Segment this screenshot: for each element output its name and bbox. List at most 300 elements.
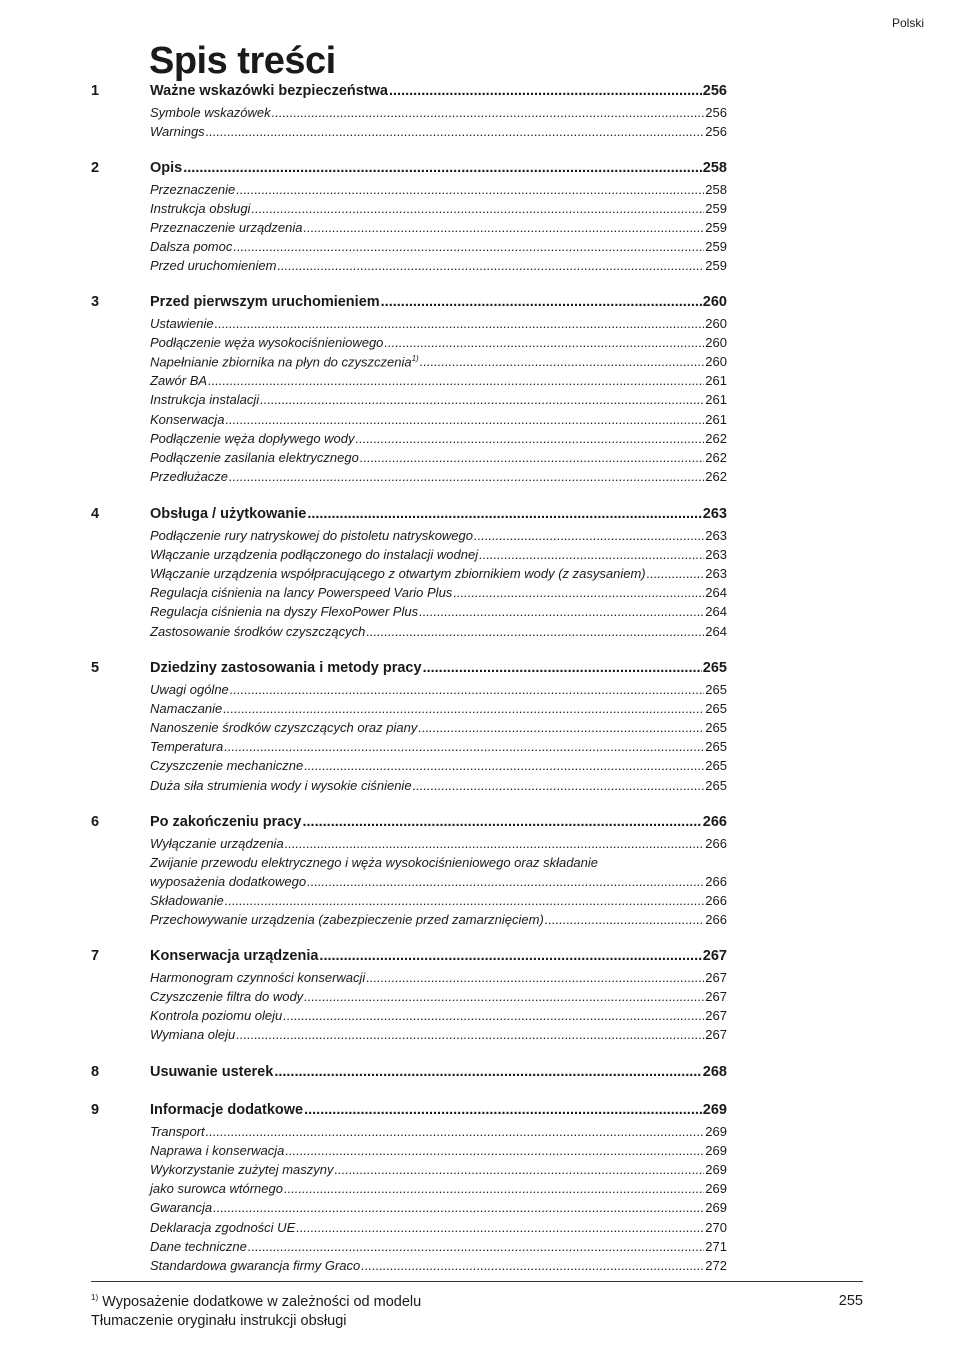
toc-subentry[interactable] [91, 235, 727, 254]
toc-subentry[interactable] [91, 678, 727, 697]
subentry-page: 267 [705, 1027, 727, 1043]
subentry-title [150, 585, 452, 600]
toc-subentry[interactable] [91, 697, 727, 716]
dot-leader [319, 948, 701, 964]
subentry [150, 1162, 727, 1177]
subentry-title [150, 874, 306, 889]
subentry-page: 265 [705, 681, 727, 697]
subentry [150, 682, 727, 697]
dot-leader [420, 354, 705, 369]
dot-leader [304, 1102, 702, 1118]
toc-subentry[interactable] [91, 832, 727, 851]
subentry-text: Warnings [150, 123, 205, 139]
subentry-text: Nanoszenie środków czyszczących oraz piany [150, 719, 418, 735]
section-number: 8 [91, 1064, 100, 1080]
toc-subentry[interactable] [91, 600, 727, 619]
toc-section[interactable] [91, 811, 727, 830]
subentry-text: jako surowca wtórnego [150, 1181, 283, 1197]
dot-leader [225, 412, 704, 427]
dot-leader [360, 450, 704, 465]
subentry-title [150, 335, 383, 350]
subentry-page: 260 [705, 353, 727, 369]
subentry [150, 1124, 727, 1139]
subentry [150, 989, 727, 1004]
dot-leader [272, 105, 705, 120]
subentry [150, 1239, 727, 1254]
dot-leader [283, 1008, 704, 1023]
section-page: 269 [702, 1102, 727, 1118]
subentry-text: Włączanie urządzenia współpracującego z otwartym zbiornikiem wody (z zasysaniem) [150, 565, 646, 581]
dot-leader [304, 758, 704, 773]
subentry-page: 262 [705, 430, 727, 446]
translation-note: Tłumaczenie oryginału instrukcji obsługi [91, 1313, 347, 1329]
subentry [150, 431, 727, 446]
subentry-page: 267 [705, 988, 727, 1004]
subentry-title [150, 469, 228, 484]
subentry-page: 259 [705, 200, 727, 216]
toc-subentry[interactable] [91, 178, 727, 197]
subentry-title [150, 392, 259, 407]
subentry-title [150, 1258, 360, 1273]
section-number: 1 [91, 83, 100, 99]
subentry-title [150, 1008, 282, 1023]
footnote-text: Wyposażenie dodatkowe w zależności od modelu [102, 1293, 422, 1310]
toc-subentry[interactable] [91, 446, 727, 465]
toc-subentry[interactable] [91, 774, 727, 793]
dot-leader [285, 836, 705, 851]
toc-section[interactable] [91, 80, 727, 99]
subentry-text: Deklaracja zgodności UE [150, 1219, 296, 1235]
dot-leader [381, 294, 702, 310]
subentry-page: 269 [705, 1181, 727, 1197]
subentry [150, 547, 727, 562]
toc-subentry[interactable] [91, 465, 727, 484]
section-title: Konserwacja urządzenia [150, 948, 319, 964]
dot-leader [545, 912, 705, 927]
subentry-title [150, 547, 478, 562]
toc-subentry[interactable] [91, 1023, 727, 1042]
section-page: 258 [702, 160, 727, 176]
subentry [150, 392, 727, 407]
subentry-page: 265 [705, 758, 727, 774]
section-page: 265 [702, 660, 727, 676]
subentry [150, 912, 727, 927]
subentry [150, 182, 727, 197]
toc-section[interactable] [91, 1061, 727, 1080]
subentry-title [150, 1027, 235, 1042]
dot-leader [284, 1181, 704, 1196]
subentry-title [150, 258, 276, 273]
subentry-text: Włączanie urządzenia podłączonego do instalacji wodnej [150, 546, 479, 562]
toc-subentry[interactable] [91, 331, 727, 350]
subentry-title [150, 624, 365, 639]
subentry-title [150, 701, 222, 716]
dot-leader [274, 1064, 701, 1080]
subentry-page: 261 [705, 392, 727, 408]
toc-subentry[interactable] [91, 1004, 727, 1023]
footnote-mark: 1) [91, 1293, 99, 1302]
subentry-page: 266 [705, 835, 727, 851]
subentry [150, 739, 727, 754]
subentry-title [150, 1181, 283, 1196]
dot-leader [248, 1239, 704, 1254]
subentry [150, 412, 727, 427]
subentry-text: Konserwacja [150, 411, 225, 427]
section-page: 256 [702, 83, 727, 99]
subentry-title [150, 604, 418, 619]
subentry-title [150, 239, 232, 254]
dot-leader [208, 373, 704, 388]
subentry-title [150, 1239, 247, 1254]
toc-subentry[interactable] [91, 908, 727, 927]
toc-subentry[interactable] [91, 543, 727, 562]
subentry-text: Przed uruchomieniem [150, 258, 277, 274]
dot-leader [183, 160, 702, 176]
section-number: 4 [91, 506, 100, 522]
toc-subentry[interactable] [91, 620, 727, 639]
dot-leader [366, 624, 704, 639]
dot-leader [233, 239, 704, 254]
dot-leader [236, 182, 704, 197]
subentry-text: Harmonogram czynności konserwacji [150, 969, 366, 985]
section-entry [150, 160, 727, 176]
subentry [150, 1258, 727, 1273]
subentry-text: Zastosowanie środków czyszczących [150, 623, 366, 639]
section-number: 2 [91, 160, 100, 176]
subentry-page: 259 [705, 239, 727, 255]
section-page: 268 [702, 1064, 727, 1080]
subentry-text: Duża siła strumienia wody i wysokie ciśnienie [150, 777, 412, 793]
subentry-text: Kontrola poziomu oleju [150, 1007, 283, 1023]
subentry-page: 259 [705, 258, 727, 274]
toc-subentry[interactable] [91, 101, 727, 120]
section-title: Przed pierwszym uruchomieniem [150, 294, 380, 310]
subentry [150, 528, 727, 543]
section-number: 3 [91, 294, 100, 310]
section-entry [150, 660, 727, 676]
subentry-page: 269 [705, 1161, 727, 1177]
toc-subentry[interactable] [91, 350, 727, 369]
subentry [150, 893, 727, 908]
toc-subentry[interactable] [91, 408, 727, 427]
subentry [150, 1008, 727, 1023]
subentry-text: Przeznaczenie [150, 181, 236, 197]
subentry [150, 836, 727, 851]
dot-leader [418, 720, 704, 735]
subentry-page: 261 [705, 411, 727, 427]
subentry [150, 105, 727, 120]
toc-section[interactable] [91, 945, 727, 964]
toc-subentry[interactable] [91, 581, 727, 600]
subentry [150, 316, 727, 331]
subentry [150, 778, 727, 793]
subentry-page: 272 [705, 1257, 727, 1273]
toc-section[interactable] [91, 503, 727, 522]
dot-leader [307, 874, 704, 889]
dot-leader [453, 585, 704, 600]
toc-section[interactable] [91, 657, 727, 676]
toc-subentry[interactable] [91, 735, 727, 754]
dot-leader [296, 1220, 704, 1235]
toc-subentry[interactable] [91, 1139, 727, 1158]
section-entry [150, 948, 727, 964]
subentry [150, 566, 727, 581]
subentry-title: Zwijanie przewodu elektrycznego i węża wysokociśnieniowego oraz składanie [150, 854, 599, 870]
subentry-text: Wykorzystanie zużytej maszyny [150, 1161, 334, 1177]
subentry-text: Napełnianie zbiornika na płyn do czyszczenia [150, 353, 412, 369]
subentry [150, 1143, 727, 1158]
dot-leader [647, 566, 705, 581]
toc-section[interactable] [91, 1099, 727, 1118]
subentry [150, 1181, 727, 1196]
toc-subentry[interactable] [91, 870, 727, 889]
subentry-title [150, 1124, 205, 1139]
subentry [150, 701, 727, 716]
footnote [91, 1293, 421, 1310]
subentry-text: Czyszczenie mechaniczne [150, 758, 304, 774]
subentry [150, 450, 727, 465]
subentry-title [150, 316, 214, 331]
subentry [150, 874, 727, 889]
section-entry [150, 814, 727, 830]
subentry-title [150, 201, 250, 216]
subentry-title [150, 373, 207, 388]
subentry [150, 758, 727, 773]
toc-subentry[interactable] [91, 1196, 727, 1215]
subentry-page: 267 [705, 1007, 727, 1023]
subentry-page: 264 [705, 623, 727, 639]
dot-leader [474, 528, 704, 543]
dot-leader [213, 1200, 704, 1215]
toc-subentry[interactable] [91, 524, 727, 543]
toc-section[interactable] [91, 157, 727, 176]
dot-leader [251, 201, 704, 216]
toc-subentry[interactable] [91, 1120, 727, 1139]
subentry [150, 220, 727, 235]
subentry-text: Regulacja ciśnienia na dyszy FlexoPower Plus [150, 604, 419, 620]
subentry-title [150, 124, 205, 139]
subentry-title [150, 720, 417, 735]
toc-subentry[interactable] [91, 216, 727, 235]
subentry-text: Instrukcja instalacji [150, 392, 260, 408]
dot-leader [356, 431, 705, 446]
subentry-title [150, 1162, 334, 1177]
subentry-page: 262 [705, 449, 727, 465]
subentry-page: 264 [705, 585, 727, 601]
dot-leader [413, 778, 705, 793]
section-page: 260 [702, 294, 727, 310]
toc-subentry[interactable] [91, 985, 727, 1004]
toc-subentry[interactable] [91, 1254, 727, 1273]
dot-leader [384, 335, 704, 350]
subentry-page: 256 [705, 123, 727, 139]
subentry-title [150, 1220, 295, 1235]
subentry-page: 270 [705, 1219, 727, 1235]
subentry-text: Wymiana oleju [150, 1027, 236, 1043]
subentry [150, 258, 727, 273]
section-entry [150, 506, 727, 522]
subentry-text: Przedłużacze [150, 469, 229, 485]
dot-leader [215, 316, 705, 331]
subentry-title [150, 682, 229, 697]
subentry-page: 263 [705, 546, 727, 562]
toc-subentry[interactable] [91, 1158, 727, 1177]
subentry [150, 335, 727, 350]
subentry-text: Dane techniczne [150, 1238, 247, 1254]
language-label: Polski [891, 16, 924, 30]
dot-leader [389, 83, 702, 99]
dot-leader [423, 660, 702, 676]
section-title: Opis [150, 160, 183, 176]
subentry [150, 1027, 727, 1042]
subentry [150, 970, 727, 985]
dot-leader [225, 893, 705, 908]
subentry-page: 266 [705, 912, 727, 928]
section-entry [150, 1064, 727, 1080]
subentry-text: Przeznaczenie urządzenia [150, 219, 303, 235]
toc-subentry[interactable] [91, 966, 727, 985]
dot-leader [419, 604, 704, 619]
toc-subentry[interactable] [91, 1216, 727, 1235]
subentry [150, 720, 727, 735]
section-title: Po zakończeniu pracy [150, 814, 302, 830]
toc-subentry[interactable] [91, 388, 727, 407]
subentry-text: Ustawienie [150, 315, 214, 331]
toc-subentry[interactable] [91, 716, 727, 735]
section-number: 9 [91, 1102, 100, 1118]
toc-subentry[interactable] [91, 197, 727, 216]
toc-subentry[interactable] [91, 254, 727, 273]
subentry-page: 269 [705, 1123, 727, 1139]
subentry [150, 469, 727, 484]
subentry-text: Symbole wskazówek [150, 104, 271, 120]
dot-leader [224, 739, 704, 754]
subentry-page: 265 [705, 719, 727, 735]
subentry-text: Temperatura [150, 739, 224, 755]
dot-leader [307, 506, 701, 522]
toc-subentry[interactable] [91, 369, 727, 388]
subentry-title [150, 739, 223, 754]
subentry-page: 264 [705, 604, 727, 620]
dot-leader [303, 814, 702, 830]
subentry-text: Wyłączanie urządzenia [150, 835, 284, 851]
subentry-title [150, 970, 365, 985]
subentry-title [150, 893, 224, 908]
subentry [150, 201, 727, 216]
subentry-text: Zawór BA [150, 373, 208, 389]
subentry-page: 263 [705, 565, 727, 581]
subentry-page: 267 [705, 969, 727, 985]
subentry-title [150, 566, 646, 581]
subentry-page: 266 [705, 873, 727, 889]
toc-subentry[interactable] [91, 754, 727, 773]
toc-subentry[interactable] [91, 562, 727, 581]
dot-leader [260, 392, 704, 407]
section-number: 7 [91, 948, 100, 964]
toc-subentry[interactable] [91, 427, 727, 446]
subentry-text: wyposażenia dodatkowego [150, 873, 307, 889]
subentry-text: Transport [150, 1123, 205, 1139]
subentry-text: Podłączenie rury natryskowej do pistoletu natryskowego [150, 527, 474, 543]
dot-leader [206, 1124, 705, 1139]
dot-leader [335, 1162, 705, 1177]
dot-leader [223, 701, 704, 716]
section-number: 5 [91, 660, 100, 676]
subentry-page: 269 [705, 1200, 727, 1216]
subentry [150, 1200, 727, 1215]
subentry [150, 373, 727, 388]
subentry [150, 585, 727, 600]
toc-subentry[interactable] [91, 1177, 727, 1196]
subentry [150, 124, 727, 139]
subentry-page: 258 [705, 181, 727, 197]
dot-leader [285, 1143, 704, 1158]
section-page: 266 [702, 814, 727, 830]
subentry-title [150, 105, 271, 120]
subentry-title [150, 450, 359, 465]
dot-leader [206, 124, 705, 139]
subentry-text: Czyszczenie filtra do wody [150, 988, 304, 1004]
subentry-text: Uwagi ogólne [150, 681, 229, 697]
toc-subentry[interactable] [91, 889, 727, 908]
dot-leader [230, 682, 705, 697]
toc-subentry[interactable] [91, 312, 727, 331]
dot-leader [304, 989, 704, 1004]
subentry-page: 256 [705, 104, 727, 120]
subentry-page: 262 [705, 469, 727, 485]
subentry [150, 354, 727, 369]
subentry-page: 265 [705, 700, 727, 716]
subentry-page: 260 [705, 315, 727, 331]
subentry-text: Namaczanie [150, 700, 223, 716]
subentry-title [150, 431, 355, 446]
toc-subentry[interactable] [91, 851, 727, 870]
subentry-title [150, 912, 544, 927]
subentry-title [150, 220, 302, 235]
subentry-title [150, 989, 303, 1004]
subentry-title [150, 778, 412, 793]
subentry-page: 260 [705, 334, 727, 350]
toc-subentry[interactable] [91, 120, 727, 139]
section-entry [150, 1102, 727, 1118]
subentry-text: Podłączenie zasilania elektrycznego [150, 449, 359, 465]
subentry-title [150, 412, 224, 427]
subentry-page: 271 [705, 1238, 727, 1254]
section-page: 263 [702, 506, 727, 522]
subentry-text: Dalsza pomoc [150, 239, 233, 255]
subentry [150, 239, 727, 254]
subentry-page: 261 [705, 373, 727, 389]
subentry-text: Naprawa i konserwacja [150, 1142, 285, 1158]
subentry-title [150, 836, 284, 851]
subentry-title [150, 758, 303, 773]
toc-section[interactable] [91, 291, 727, 310]
subentry-text: Gwarancja [150, 1200, 213, 1216]
section-title: Usuwanie usterek [150, 1064, 274, 1080]
subentry-text: Regulacja ciśnienia na lancy Powerspeed Vario Plus [150, 585, 453, 601]
dot-leader [303, 220, 704, 235]
subentry-page: 265 [705, 739, 727, 755]
subentry-page: 266 [705, 893, 727, 909]
subentry-title [150, 354, 419, 369]
section-entry [150, 294, 727, 310]
section-title: Informacje dodatkowe [150, 1102, 304, 1118]
section-page: 267 [702, 948, 727, 964]
subentry-text: Standardowa gwarancja firmy Graco [150, 1257, 361, 1273]
subentry-title [150, 1200, 212, 1215]
toc-subentry[interactable] [91, 1235, 727, 1254]
subentry-text: Składowanie [150, 893, 224, 909]
